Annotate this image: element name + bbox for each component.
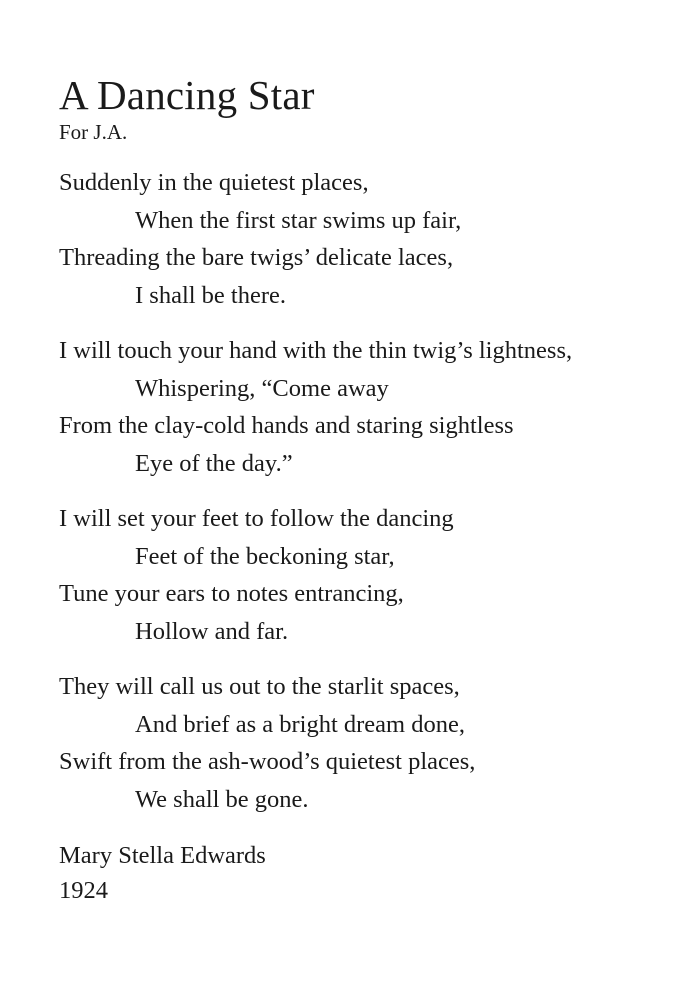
poem-line: Whispering, “Come away: [135, 374, 389, 402]
poem-dedication: For J.A.: [59, 120, 128, 144]
poem-line: We shall be gone.: [135, 785, 309, 813]
poem-line: Threading the bare twigs’ delicate laces,: [59, 244, 454, 271]
poem-line: They will call us out to the starlit spaces,: [59, 673, 460, 700]
poem-line: Eye of the day.”: [135, 449, 293, 477]
poem-line: From the clay-cold hands and staring sightless: [59, 412, 514, 439]
poem-title: A Dancing Star: [59, 72, 315, 118]
signature-block: [59, 838, 669, 908]
poem-line: Tune your ears to notes entrancing,: [59, 580, 404, 607]
stanza-4: [59, 668, 669, 818]
poem-line: I shall be there.: [135, 281, 287, 309]
poem-line: Hollow and far.: [135, 617, 289, 645]
poem-page: [59, 72, 669, 908]
stanza-3: [59, 500, 669, 650]
poem-line: When the first star swims up fair,: [135, 206, 462, 234]
stanza-2: [59, 332, 669, 482]
poem-line: And brief as a bright dream done,: [135, 710, 465, 738]
stanza-1: [59, 164, 669, 314]
poem-year: 1924: [59, 877, 108, 904]
poem-line: Suddenly in the quietest places,: [59, 169, 369, 196]
author-name: Mary Stella Edwards: [59, 842, 266, 869]
poem-line: I will set your feet to follow the dancing: [59, 505, 454, 532]
poem-line: Swift from the ash-wood’s quietest places,: [59, 748, 476, 775]
poem-line: I will touch your hand with the thin twig’s lightness,: [59, 337, 573, 364]
poem-line: Feet of the beckoning star,: [135, 542, 395, 570]
